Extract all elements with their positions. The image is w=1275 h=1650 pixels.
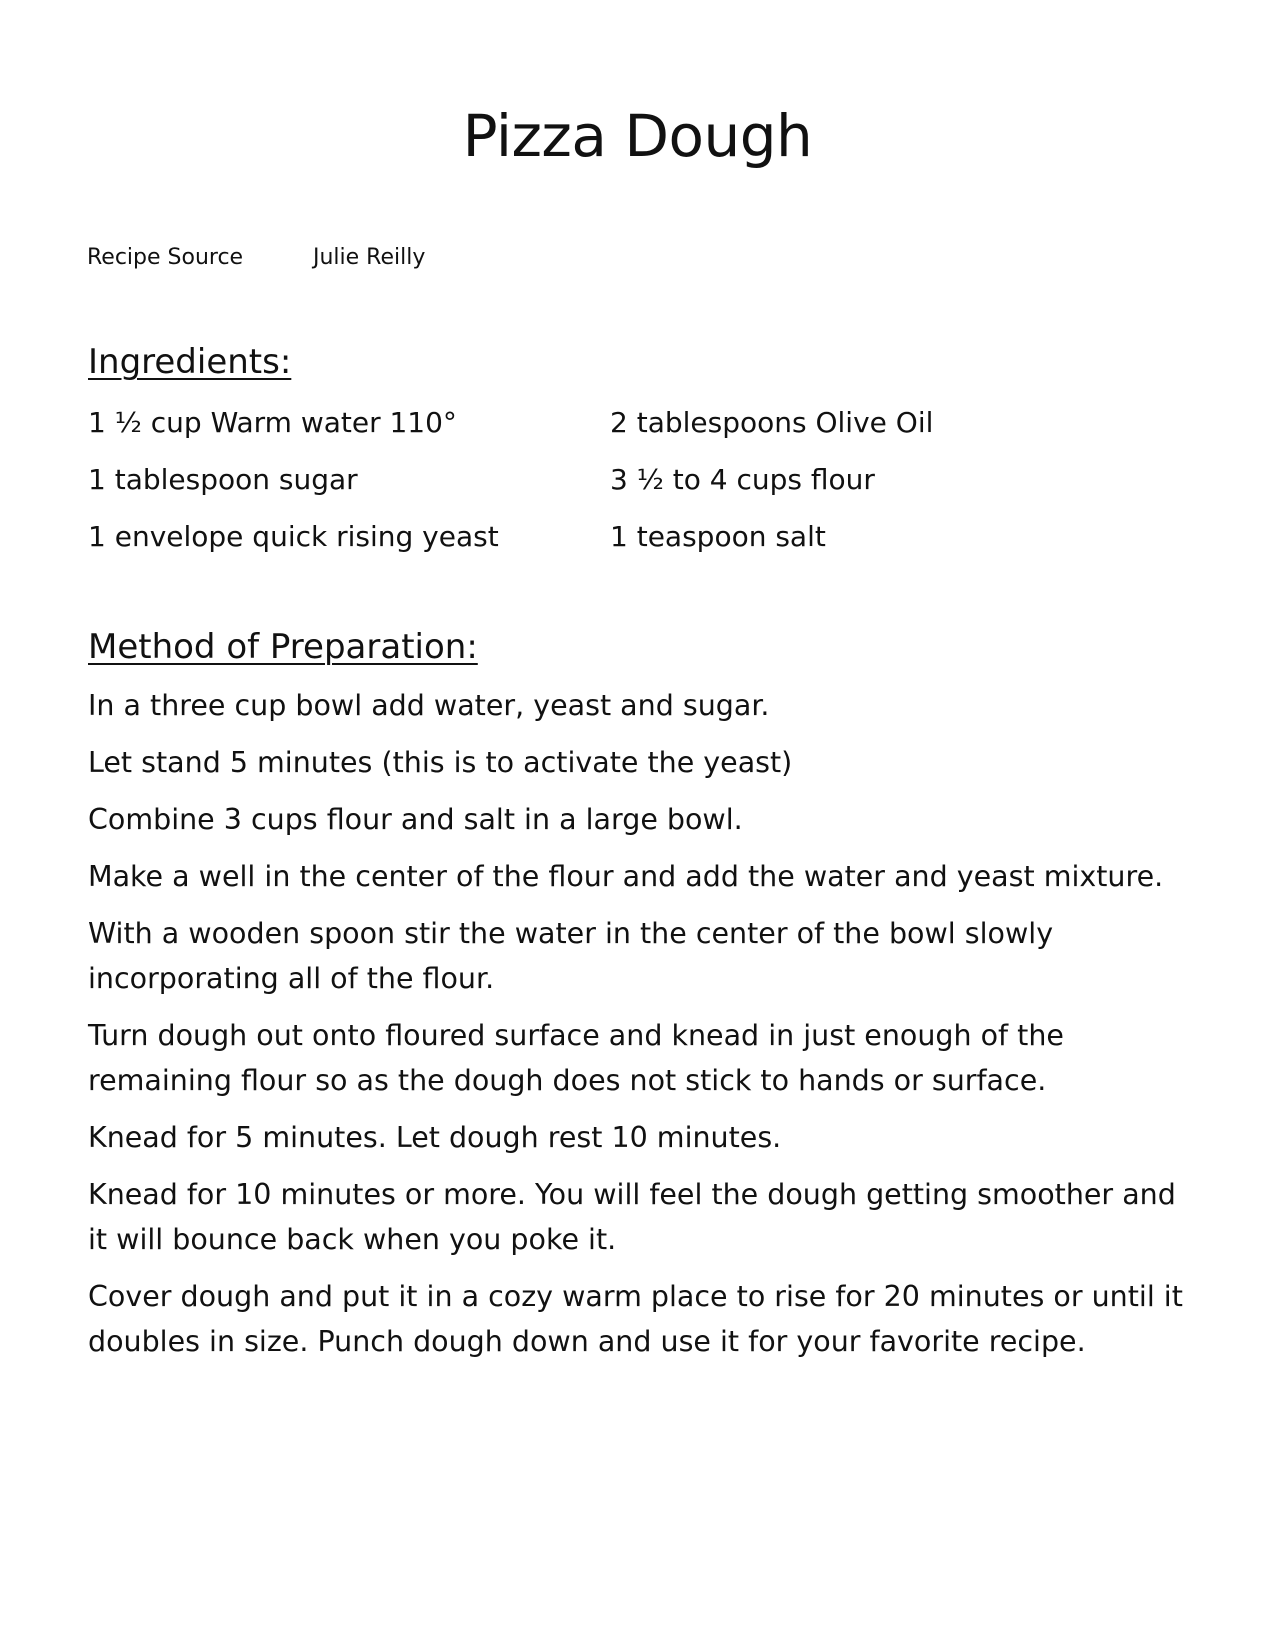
- method-step: Turn dough out onto floured surface and knead in just enough of the remaining flour so as the dough does not stick to hands or surface.: [88, 1019, 1064, 1097]
- method-heading: Method of Preparation:: [88, 627, 478, 667]
- method-step: Knead for 5 minutes. Let dough rest 10 minutes.: [88, 1121, 782, 1154]
- recipe-source-value: Julie Reilly: [313, 245, 426, 270]
- method-step: In a three cup bowl add water, yeast and sugar.: [88, 689, 770, 722]
- method-step: Combine 3 cups flour and salt in a large bowl.: [88, 803, 743, 836]
- ingredient-item: 1 envelope quick rising yeast: [88, 520, 499, 553]
- ingredient-item: 1 ½ cup Warm water 110°: [88, 406, 457, 439]
- page-title: Pizza Dough: [462, 102, 813, 170]
- ingredients-heading: Ingredients:: [88, 342, 292, 382]
- method-step: With a wooden spoon stir the water in the center of the bowl slowly incorporating all of the flour.: [88, 917, 1054, 995]
- ingredient-item: 2 tablespoons Olive Oil: [610, 406, 934, 439]
- recipe-source: [87, 243, 425, 273]
- method-step: Make a well in the center of the flour and add the water and yeast mixture.: [88, 860, 1164, 893]
- ingredients-list: [88, 400, 1088, 560]
- recipe-source-label: Recipe Source: [87, 245, 244, 270]
- ingredient-item: 1 tablespoon sugar: [88, 463, 358, 496]
- ingredient-item: 3 ½ to 4 cups flour: [610, 463, 875, 496]
- method-step: Let stand 5 minutes (this is to activate the yeast): [88, 746, 793, 779]
- ingredient-item: 1 teaspoon salt: [610, 520, 826, 553]
- method-step: Cover dough and put it in a cozy warm place to rise for 20 minutes or until it doubles in size. Punch dough down and use it for your favorite recipe.: [88, 1280, 1183, 1358]
- method-steps: [88, 683, 1203, 1376]
- method-step: Knead for 10 minutes or more. You will feel the dough getting smoother and it will bounce back when you poke it.: [88, 1178, 1176, 1256]
